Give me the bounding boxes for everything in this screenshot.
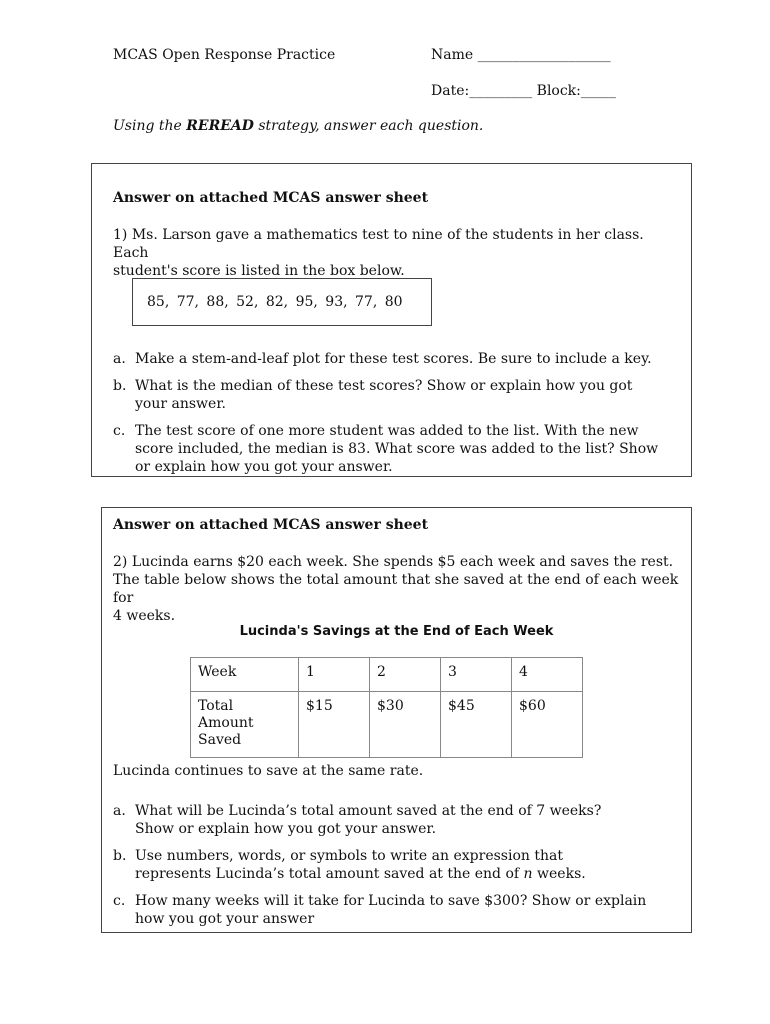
- table-cell-week: 1: [299, 658, 370, 692]
- question-2-part-b: [113, 847, 625, 883]
- worksheet-title: MCAS Open Response Practice: [113, 47, 336, 63]
- table-row-header-total: Total Amount Saved: [191, 692, 299, 758]
- question-1-box: [91, 163, 692, 477]
- part-letter: c.: [113, 893, 126, 909]
- table-cell-amount: $60: [512, 692, 583, 758]
- question-1-prompt-line-2: student's score is listed in the box below.: [113, 263, 405, 279]
- part-letter: a.: [113, 351, 126, 367]
- table-row-header-week: Week: [191, 658, 299, 692]
- part-letter: c.: [113, 423, 126, 439]
- part-text: Make a stem-and-leaf plot for these test scores. Be sure to include a key.: [135, 351, 652, 367]
- table-cell-amount: $15: [299, 692, 370, 758]
- continue-text: Lucinda continues to save at the same rate.: [113, 763, 424, 779]
- question-2-prompt: [113, 553, 683, 625]
- table-cell-amount: $45: [441, 692, 512, 758]
- question-2-part-a: [113, 802, 635, 838]
- question-1-heading: Answer on attached MCAS answer sheet: [113, 190, 429, 206]
- savings-table: [190, 657, 583, 758]
- part-text-before: Use numbers, words, or symbols to write an expression that represents Lucinda’s total amount saved at the end of: [135, 848, 563, 882]
- instruction-strategy: REREAD: [186, 118, 254, 134]
- part-letter: a.: [113, 803, 126, 819]
- part-text: How many weeks will it take for Lucinda to save $300? Show or explain how you got your answer: [135, 893, 647, 927]
- table-cell-week: 4: [512, 658, 583, 692]
- variable-n: n: [523, 866, 533, 882]
- table-row: [191, 692, 583, 758]
- question-2-box: [101, 507, 692, 933]
- table-cell-week: 3: [441, 658, 512, 692]
- name-field-label: Name ___________________: [431, 47, 611, 63]
- question-1-part-c: [113, 422, 675, 476]
- question-2-parts: [113, 802, 647, 937]
- instruction-suffix: strategy, answer each question.: [253, 118, 484, 134]
- part-text: The test score of one more student was added to the list. With the new score included, the median is 83. What score was added to the list? Show or explain how you got your answer.: [135, 423, 659, 475]
- instruction-text: [113, 118, 483, 134]
- question-1-part-a: [113, 350, 653, 368]
- savings-table-title: Lucinda's Savings at the End of Each Week: [239, 624, 554, 639]
- part-text: What is the median of these test scores? Show or explain how you got your answer.: [135, 378, 633, 412]
- table-row: [191, 658, 583, 692]
- question-2-part-c: [113, 892, 655, 928]
- question-1-prompt-line-1: 1) Ms. Larson gave a mathematics test to nine of the students in her class. Each: [113, 227, 644, 261]
- table-cell-week: 2: [370, 658, 441, 692]
- instruction-prefix: Using the: [113, 118, 187, 134]
- question-1-part-b: [113, 377, 635, 413]
- question-2-heading: Answer on attached MCAS answer sheet: [113, 517, 429, 533]
- question-1-parts: [113, 350, 659, 485]
- part-letter: b.: [113, 848, 127, 864]
- question-2-prompt-line-1: 2) Lucinda earns $20 each week. She spends $5 each week and saves the rest.: [113, 554, 674, 570]
- part-text-after: weeks.: [532, 866, 586, 882]
- part-letter: b.: [113, 378, 127, 394]
- scores-box: 85, 77, 88, 52, 82, 95, 93, 77, 80: [132, 278, 432, 326]
- date-block-field-label: Date:_________ Block:_____: [431, 83, 616, 99]
- question-2-prompt-line-2: The table below shows the total amount that she saved at the end of each week for: [113, 572, 679, 606]
- question-1-prompt: [113, 226, 673, 280]
- table-cell-amount: $30: [370, 692, 441, 758]
- question-2-prompt-line-3: 4 weeks.: [113, 608, 176, 624]
- part-text: What will be Lucinda’s total amount saved at the end of 7 weeks? Show or explain how you got your answer.: [135, 803, 602, 837]
